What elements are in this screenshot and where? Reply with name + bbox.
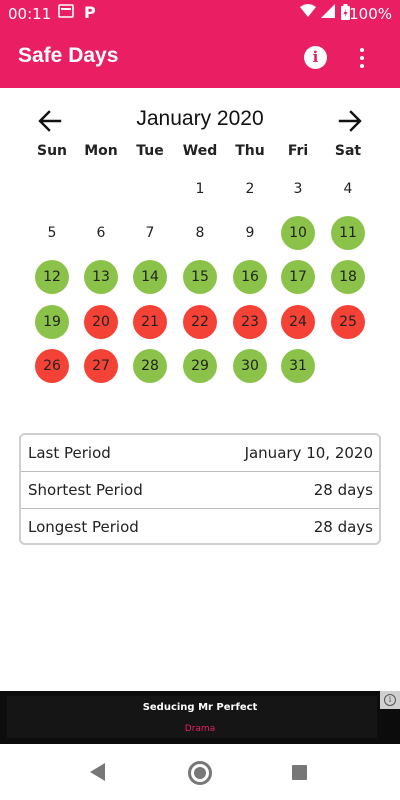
- system-nav-bar: [0, 744, 400, 800]
- calendar-day[interactable]: 31: [281, 349, 315, 383]
- calendar-day[interactable]: 19: [35, 305, 69, 339]
- calendar-day[interactable]: 1: [195, 181, 205, 197]
- calendar-day[interactable]: 20: [84, 305, 118, 339]
- calendar-day[interactable]: 8: [195, 225, 205, 241]
- calendar-day[interactable]: 6: [96, 225, 106, 241]
- period-info-card: [19, 433, 381, 545]
- calendar-day[interactable]: 4: [343, 181, 353, 197]
- ad-subtitle: Drama: [184, 724, 216, 734]
- calendar-day[interactable]: 27: [84, 349, 118, 383]
- weekday-label: Sun: [36, 143, 68, 159]
- battery-percent: 100%: [349, 5, 392, 23]
- svg-text:P: P: [84, 4, 96, 20]
- calendar-day[interactable]: 3: [293, 181, 303, 197]
- longest-period-label: Longest Period: [28, 518, 139, 536]
- shortest-period-label: Shortest Period: [28, 481, 143, 499]
- last-period-label: Last Period: [28, 444, 111, 462]
- calendar-day[interactable]: 25: [331, 305, 365, 339]
- month-label: January 2020: [136, 107, 264, 130]
- calendar-day[interactable]: 18: [331, 260, 365, 294]
- home-circle-icon[interactable]: [188, 761, 212, 785]
- calendar-day[interactable]: 29: [183, 349, 217, 383]
- weekday-label: Thu: [235, 143, 265, 159]
- longest-period-row: [21, 509, 379, 546]
- calendar-day[interactable]: 13: [84, 260, 118, 294]
- weekday-label: Sat: [334, 143, 362, 159]
- weekday-label: Wed: [182, 143, 218, 159]
- calendar-day[interactable]: 2: [245, 181, 255, 197]
- weekday-label: Tue: [136, 143, 164, 159]
- recents-square-icon[interactable]: [292, 765, 307, 780]
- calendar-day[interactable]: 30: [233, 349, 267, 383]
- calendar-day[interactable]: 9: [245, 225, 255, 241]
- calendar-day[interactable]: 14: [133, 260, 167, 294]
- weekday-label: Mon: [84, 143, 118, 159]
- last-period-value: January 10, 2020: [244, 444, 373, 462]
- ad-title: Seducing Mr Perfect: [142, 702, 258, 713]
- calendar-day[interactable]: 12: [35, 260, 69, 294]
- info-icon[interactable]: i: [304, 46, 327, 69]
- calendar-day[interactable]: 5: [47, 225, 57, 241]
- calendar-day[interactable]: 10: [281, 216, 315, 250]
- back-triangle-icon[interactable]: [90, 763, 105, 781]
- calendar-day[interactable]: 11: [331, 216, 365, 250]
- shortest-period-value: 28 days: [313, 481, 373, 499]
- shortest-period-row: [21, 472, 379, 509]
- last-period-row: [21, 435, 379, 472]
- ad-banner[interactable]: [0, 691, 400, 744]
- calendar-day[interactable]: 16: [233, 260, 267, 294]
- calendar-day[interactable]: 17: [281, 260, 315, 294]
- calendar-day[interactable]: 28: [133, 349, 167, 383]
- calendar-day[interactable]: 24: [281, 305, 315, 339]
- calendar-day[interactable]: 22: [183, 305, 217, 339]
- calendar-day[interactable]: 26: [35, 349, 69, 383]
- app-title: Safe Days: [18, 44, 119, 67]
- status-time: 00:11: [8, 5, 52, 23]
- calendar-day[interactable]: 7: [145, 225, 155, 241]
- calendar-day[interactable]: 23: [233, 305, 267, 339]
- calendar-day[interactable]: 21: [133, 305, 167, 339]
- calendar-day[interactable]: 15: [183, 260, 217, 294]
- weekday-label: Fri: [287, 143, 309, 159]
- ad-choices-icon[interactable]: i: [380, 691, 400, 709]
- longest-period-value: 28 days: [313, 518, 373, 536]
